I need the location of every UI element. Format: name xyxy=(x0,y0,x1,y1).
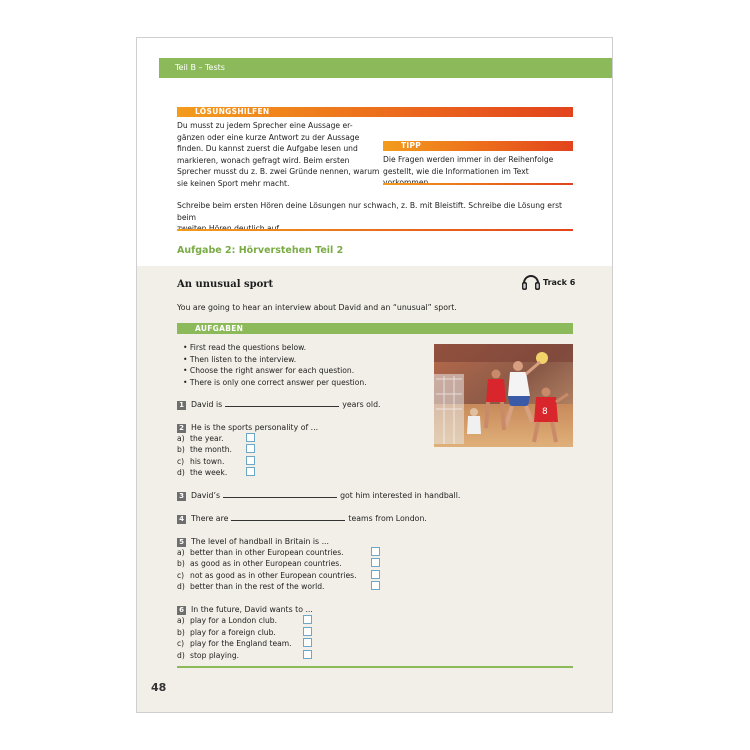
question-text: The level of handball in Britain is ... xyxy=(191,537,330,546)
answer-blank[interactable] xyxy=(223,497,337,498)
question-1 xyxy=(177,400,381,410)
note-line: Schreibe beim ersten Hören deine Lösungen nur schwach, z. B. mit Bleistift. Schreibe die Lösung erst beim xyxy=(177,201,563,222)
question-4 xyxy=(177,514,427,524)
handball-photo xyxy=(434,344,573,447)
instruction-item: • Then listen to the interview. xyxy=(183,355,297,364)
question-text: teams from London. xyxy=(348,514,427,523)
hints-line: Du musst zu jedem Sprecher eine Aussage er- xyxy=(177,121,353,130)
question-5 xyxy=(177,537,329,547)
answer-checkbox[interactable] xyxy=(371,570,380,579)
question-text: In the future, David wants to ... xyxy=(191,605,313,614)
hints-divider xyxy=(177,229,573,231)
exercise-heading: An unusual sport xyxy=(177,279,274,290)
tip-line: gestellt, wie die Informationen im Text xyxy=(383,166,529,176)
answer-blank[interactable] xyxy=(231,520,345,521)
task-title: Aufgabe 2: Hörverstehen Teil 2 xyxy=(177,245,344,256)
question-2 xyxy=(177,423,318,433)
hints-bar xyxy=(177,107,573,117)
answer-checkbox[interactable] xyxy=(371,581,380,590)
question-text: He is the sports personality of ... xyxy=(191,423,319,432)
answer-checkbox[interactable] xyxy=(246,433,255,442)
option-row: a) play for a London club. xyxy=(177,616,277,625)
page-number: 48 xyxy=(151,681,167,694)
instructions-label: AUFGABEN xyxy=(195,324,244,333)
answer-checkbox[interactable] xyxy=(371,558,380,567)
hints-line: markieren, wonach gefragt wird. Beim ersten xyxy=(177,155,350,165)
hints-line: gänzen oder eine kurze Antwort zu der Aussage xyxy=(177,132,360,142)
hints-line: finden. Du kannst zuerst die Aufgabe lesen und xyxy=(177,144,358,154)
answer-checkbox[interactable] xyxy=(246,467,255,476)
question-number: 2 xyxy=(177,424,186,433)
hints-line: sie keinen Sport mehr macht. xyxy=(177,178,290,188)
instructions-bar xyxy=(177,323,573,334)
option-row: c) his town. xyxy=(177,457,225,466)
tip-divider xyxy=(383,183,573,185)
answer-checkbox[interactable] xyxy=(303,638,312,647)
option-row: c) play for the England team. xyxy=(177,639,292,648)
option-row: c) not as good as in other European countries. xyxy=(177,571,357,580)
answer-checkbox[interactable] xyxy=(303,627,312,636)
option-row: b) as good as in other European countries. xyxy=(177,559,342,568)
hints-line: Sprecher musst du z. B. zwei Gründe nennen, warum xyxy=(177,167,380,177)
exercise-intro: You are going to hear an interview about David and an “unusual” sport. xyxy=(177,303,457,312)
audio-track[interactable] xyxy=(521,271,591,293)
answer-checkbox[interactable] xyxy=(246,456,255,465)
instruction-item: • There is only one correct answer per question. xyxy=(183,378,367,387)
option-row: d) better than in the rest of the world. xyxy=(177,582,325,591)
headphones-icon xyxy=(521,271,541,293)
option-row: a) better than in other European countries. xyxy=(177,548,344,557)
textbook-page xyxy=(136,37,613,713)
question-number: 3 xyxy=(177,492,186,501)
hints-label: LÖSUNGSHILFEN xyxy=(195,107,270,116)
option-row: d) the week. xyxy=(177,468,228,477)
question-text: David’s xyxy=(191,491,221,500)
option-row: b) the month. xyxy=(177,445,232,454)
jersey-number: 8 xyxy=(542,407,548,417)
instruction-item: • First read the questions below. xyxy=(183,343,307,352)
hints-text xyxy=(177,120,382,190)
exercise-end-divider xyxy=(177,666,573,668)
handball-photo-illustration xyxy=(434,344,573,447)
question-number: 4 xyxy=(177,515,186,524)
question-3 xyxy=(177,491,460,501)
question-text: There are xyxy=(191,514,229,523)
tip-line: Die Fragen werden immer in der Reihenfolge xyxy=(383,155,554,164)
question-text: years old. xyxy=(342,400,381,409)
question-text: David is xyxy=(191,400,223,409)
section-header-title: Teil B – Tests xyxy=(175,63,225,72)
answer-checkbox[interactable] xyxy=(303,650,312,659)
answer-blank[interactable] xyxy=(225,406,339,407)
question-number: 6 xyxy=(177,606,186,615)
question-number: 1 xyxy=(177,401,186,410)
option-row: b) play for a foreign club. xyxy=(177,628,276,637)
answer-checkbox[interactable] xyxy=(303,615,312,624)
section-header-band xyxy=(159,58,613,78)
option-row: a) the year. xyxy=(177,434,224,443)
instruction-item: • Choose the right answer for each question. xyxy=(183,366,355,375)
option-row: d) stop playing. xyxy=(177,651,240,660)
question-6 xyxy=(177,605,313,615)
answer-checkbox[interactable] xyxy=(371,547,380,556)
question-number: 5 xyxy=(177,538,186,547)
tip-bar xyxy=(383,141,573,151)
answer-checkbox[interactable] xyxy=(246,444,255,453)
tip-label: TIPP xyxy=(401,141,422,150)
question-text: got him interested in handball. xyxy=(340,491,461,500)
track-label: Track 6 xyxy=(543,278,576,287)
